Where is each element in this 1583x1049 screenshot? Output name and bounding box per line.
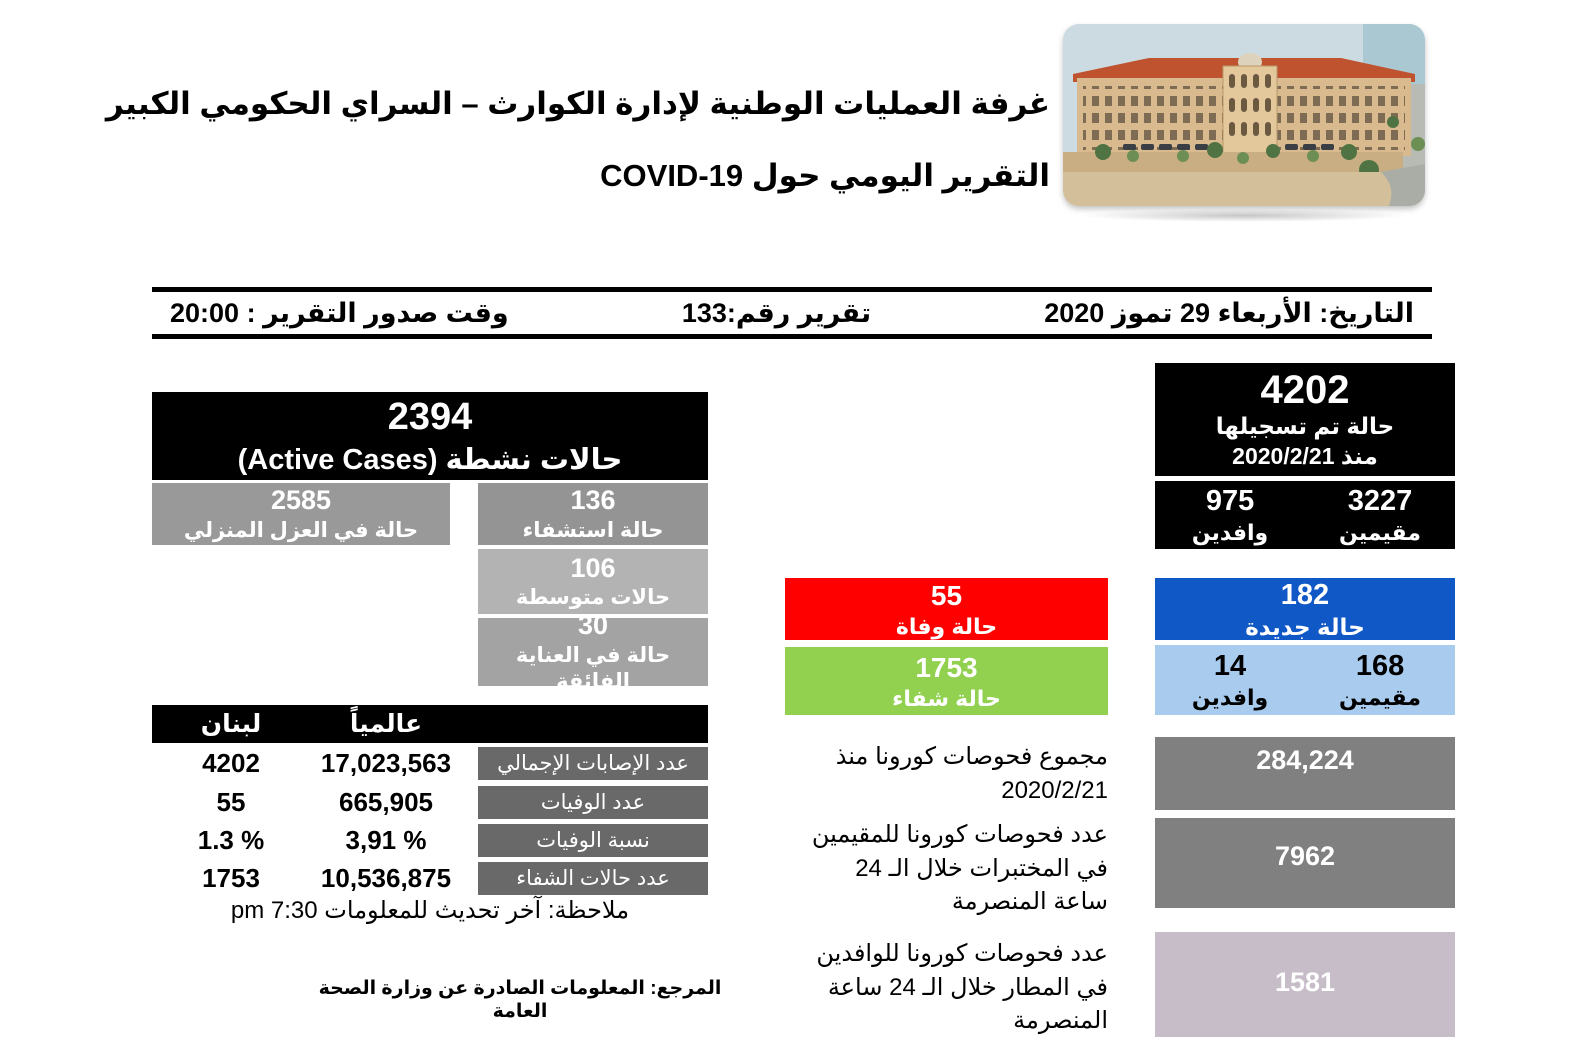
new-arrivals-value: 14 bbox=[1213, 650, 1247, 683]
resident-tests-box bbox=[1155, 818, 1455, 908]
new-residents bbox=[1305, 648, 1455, 712]
global-recovered: 10,536,875 bbox=[320, 863, 452, 893]
total-tests-value: 284,224 bbox=[1256, 745, 1354, 775]
arrival-tests-caption: عدد فحوصات كورونا للوافدين في المطار خلال الـ 24 ساعة المنصرمة bbox=[816, 940, 1108, 1035]
total-tests-box bbox=[1155, 737, 1455, 810]
hospitalized-box bbox=[478, 483, 708, 545]
column-header-lebanon: لبنان bbox=[200, 710, 262, 738]
deaths-value: 55 bbox=[930, 579, 963, 611]
report-title-line1: غرفة العمليات الوطنية لإدارة الكوارث – السراي الحكومي الكبير bbox=[105, 86, 1050, 121]
cumulative-residents-label: مقيمين bbox=[1339, 520, 1421, 546]
lebanon-recovered: 1753 bbox=[202, 863, 260, 893]
active-cases-label: حالات نشطة (Active Cases) bbox=[237, 443, 623, 476]
source-reference: المرجع: المعلومات الصادرة عن وزارة الصحة العامة bbox=[318, 978, 722, 1022]
new-residents-label: مقيمين bbox=[1339, 685, 1421, 711]
grand-serail-photo bbox=[1063, 24, 1425, 206]
global-total-infections: 17,023,563 bbox=[320, 748, 452, 778]
cumulative-residents-value: 3227 bbox=[1347, 485, 1413, 518]
moderate-cases-box bbox=[478, 549, 708, 614]
moderate-cases-label: حالات متوسطة bbox=[515, 586, 671, 610]
lebanon-total-infections: 4202 bbox=[202, 748, 260, 778]
active-cases-box bbox=[152, 392, 708, 480]
arrival-tests-box bbox=[1155, 932, 1455, 1037]
deaths-label: حالة وفاة bbox=[895, 613, 998, 639]
total-tests-caption: مجموع فحوصات كورونا منذ 2020/2/21 bbox=[835, 743, 1108, 804]
column-header-global: عالمياً bbox=[349, 710, 423, 738]
report-title-line2: التقرير اليومي حول COVID-19 bbox=[600, 158, 1050, 193]
resident-tests-value: 7962 bbox=[1274, 841, 1336, 871]
moderate-cases-value: 106 bbox=[570, 552, 616, 583]
recovered-label: حالة شفاء bbox=[892, 685, 1001, 711]
table-row-recovered bbox=[152, 862, 708, 895]
new-arrivals bbox=[1155, 648, 1305, 712]
hospitalized-value: 136 bbox=[570, 485, 616, 515]
new-cases-value: 182 bbox=[1280, 578, 1330, 611]
comparison-table-header bbox=[152, 705, 708, 743]
hospitalized-label: حالة استشفاء bbox=[522, 518, 664, 542]
cumulative-arrivals bbox=[1155, 483, 1305, 547]
row-label-total-infections: عدد الإصابات الإجمالي bbox=[478, 747, 708, 780]
home-isolation-label: حالة في العزل المنزلي bbox=[183, 518, 419, 542]
table-row-death-rate bbox=[152, 824, 708, 857]
home-isolation-box bbox=[152, 483, 450, 545]
icu-cases-value: 30 bbox=[577, 609, 609, 640]
icu-cases-label: حالة في العناية الفائقة bbox=[515, 643, 671, 693]
total-registered-box bbox=[1155, 363, 1455, 476]
row-label-recovered: عدد حالات الشفاء bbox=[478, 862, 708, 895]
home-isolation-value: 2585 bbox=[270, 485, 332, 515]
report-issue-time: وقت صدور التقرير : 20:00 bbox=[170, 297, 509, 328]
report-meta-bar bbox=[152, 287, 1432, 339]
new-arrivals-label: وافدين bbox=[1191, 685, 1269, 711]
grand-serail-illustration bbox=[1063, 24, 1425, 206]
global-death-rate: 3,91 % bbox=[345, 825, 427, 855]
new-cases-breakdown-box bbox=[1155, 645, 1455, 715]
cumulative-arrivals-value: 975 bbox=[1205, 485, 1255, 518]
total-registered-label2: منذ 2020/2/21 bbox=[1232, 442, 1378, 469]
row-label-deaths: عدد الوفيات bbox=[478, 786, 708, 819]
recovered-box bbox=[785, 647, 1108, 715]
total-registered-label1: حالة تم تسجيلها bbox=[1215, 412, 1395, 439]
table-row-total-infections bbox=[152, 747, 708, 780]
cumulative-residents bbox=[1305, 483, 1455, 547]
deaths-box bbox=[785, 578, 1108, 640]
photo-reflection bbox=[1079, 209, 1409, 222]
recovered-value: 1753 bbox=[915, 651, 978, 683]
active-cases-value: 2394 bbox=[387, 396, 473, 439]
update-note: ملاحظة: آخر تحديث للمعلومات 7:30 pm bbox=[230, 897, 630, 924]
arrival-tests-value: 1581 bbox=[1274, 967, 1336, 997]
new-residents-value: 168 bbox=[1355, 650, 1405, 683]
total-registered-value: 4202 bbox=[1260, 367, 1350, 412]
new-cases-box bbox=[1155, 578, 1455, 640]
icu-cases-box bbox=[478, 609, 708, 693]
report-date: التاريخ: الأربعاء 29 تموز 2020 bbox=[1044, 297, 1414, 328]
new-cases-label: حالة جديدة bbox=[1245, 613, 1365, 640]
report-number: تقرير رقم:133 bbox=[681, 297, 872, 328]
table-row-deaths bbox=[152, 786, 708, 819]
global-deaths: 665,905 bbox=[339, 787, 433, 817]
cumulative-arrivals-label: وافدين bbox=[1191, 520, 1269, 546]
cumulative-breakdown-box bbox=[1155, 481, 1455, 549]
resident-tests-caption: عدد فحوصات كورونا للمقيمين في المختبرات خلال الـ 24 ساعة المنصرمة bbox=[811, 821, 1108, 916]
lebanon-death-rate: 1.3 % bbox=[197, 825, 265, 855]
row-label-death-rate: نسبة الوفيات bbox=[478, 824, 708, 857]
lebanon-deaths: 55 bbox=[216, 787, 246, 817]
